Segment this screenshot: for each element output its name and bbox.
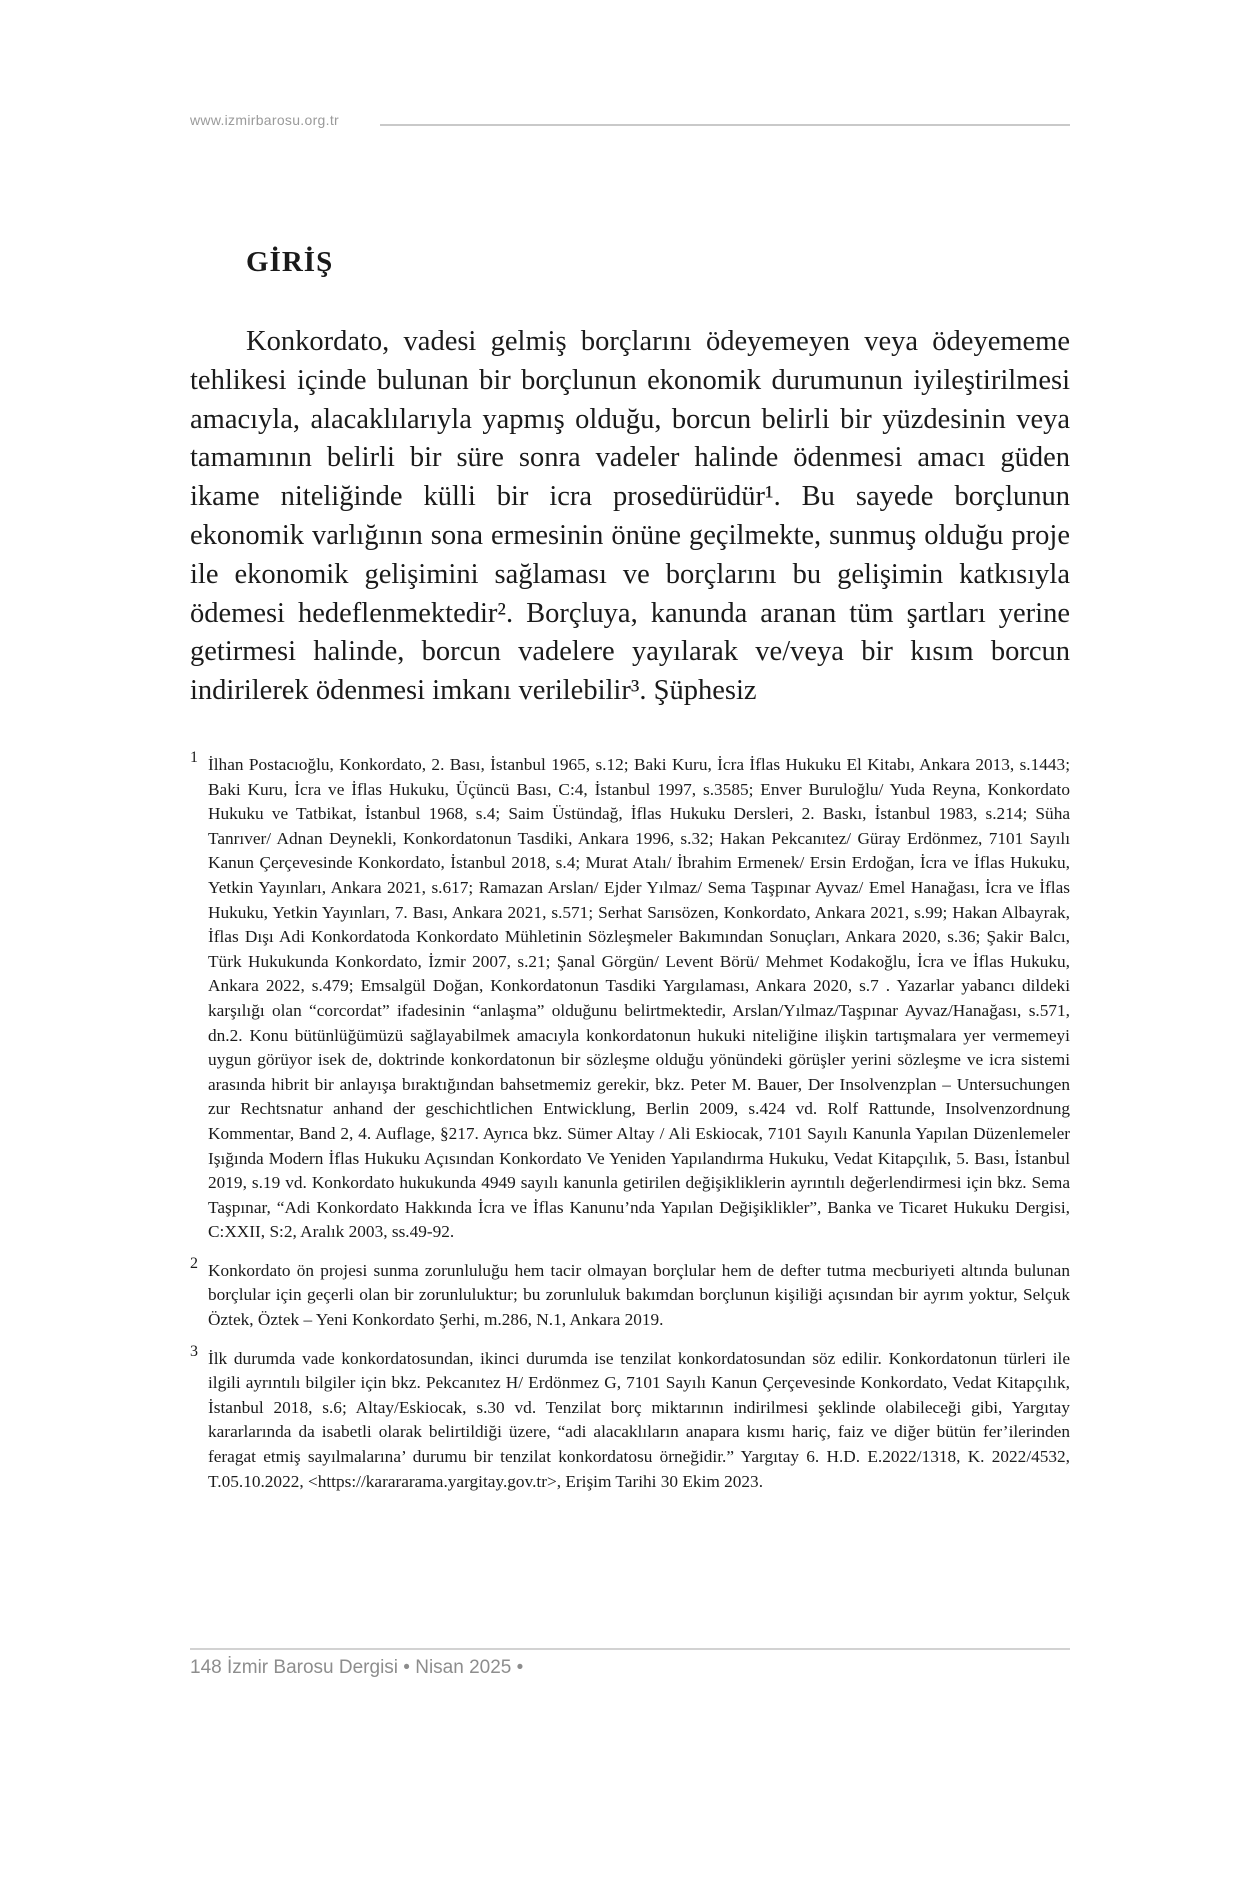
header-url: www.izmirbarosu.org.tr	[190, 112, 339, 128]
footnote-number: 3	[190, 1342, 198, 1360]
footer-rule	[190, 1648, 1070, 1650]
header-rule	[380, 124, 1070, 126]
body-paragraph: Konkordato, vadesi gelmiş borçlarını ödeyemeyen veya ödeyememe tehlikesi içinde bulunan bir borçlunun ekonomik durumunun iyileştirilmesi amacıyla, alacaklılarıyla yapmış olduğu, borcun belirli bir yüzdesinin veya tamamının belirli bir süre sonra vadeler halinde ödenmesi amacı güden ikame niteliğinde külli bir icra prosedürüdür¹. Bu sayede borçlunun ekonomik varlığının sona ermesinin önüne geçilmekte, sunmuş olduğu proje ile ekonomik gelişimini sağlaması ve borçlarını bu gelişimin katkısıyla ödemesi hedeflenmektedir². Borçluya, kanunda aranan tüm şartları yerine getirmesi halinde, borcun vadelere yayılarak ve/veya bir kısım borcun indirilerek ödenmesi imkanı verilebilir³. Şüphesiz	[190, 326, 1070, 707]
footnote	[190, 1254, 1070, 1333]
footnote	[190, 749, 1070, 1245]
footnote-number: 2	[190, 1254, 198, 1272]
footnote-text: Konkordato ön projesi sunma zorunluluğu hem tacir olmayan borçlular hem de defter tutma mecburiyeti altında bulunan borçlular için geçerli olan bir zorunluluktur; bu zorunluluk bakımdan borçlunun kişiliği açısından bir ayrım yoktur, Selçuk Öztek, Öztek – Yeni Konkordato Şerhi, m.286, N.1, Ankara 2019.	[208, 1260, 1070, 1330]
footnote-text: İlhan Postacıoğlu, Konkordato, 2. Bası, İstanbul 1965, s.12; Baki Kuru, İcra İflas Hukuku El Kitabı, Ankara 2013, s.1443; Baki Kuru, İcra ve İflas Hukuku, Üçüncü Bası, C:4, İstanbul 1997, s.3585; Enver Buruloğlu/ Yuda Reyna, Konkordato Hukuku ve Tatbikat, İstanbul 1968, s.4; Saim Üstündağ, İflas Hukuku Dersleri, 2. Baskı, İstanbul 1983, s.214; Süha Tanrıver/ Adnan Deynekli, Konkordatonun Tasdiki, Ankara 1996, s.32; Hakan Pekcanıtez/ Güray Erdönmez, 7101 Sayılı Kanun Çerçevesinde Konkordato, İstanbul 2018, s.4; Murat Atalı/ İbrahim Ermenek/ Ersin Erdoğan, İcra ve İflas Hukuku, Yetkin Yayınları, Ankara 2021, s.617; Ramazan Arslan/ Ejder Yılmaz/ Sema Taşpınar Ayvaz/ Emel Hanağası, İcra ve İflas Hukuku, Yetkin Yayınları, 7. Bası, Ankara 2021, s.571; Serhat Sarısözen, Konkordato, Ankara 2021, s.99; Hakan Albayrak, İflas Dışı Adi Konkordatoda Konkordato Mühletinin Sözleşmeler Bakımından Sonuçları, Ankara 2020, s.36; Şakir Balcı, Türk Hukukunda Konkordato, İzmir 2007, s.21; Şanal Görgün/ Levent Börü/ Mehmet Kodakoğlu, İcra ve İflas Hukuku, Ankara 2022, s.479; Emsalgül Doğan, Konkordatonun Tasdiki Yargılaması, Ankara 2020, s.7 . Yazarlar yabancı dildeki karşılığı olan “corcordat” ifadesinin “anlaşma” olduğunu belirtmektedir, Arslan/Yılmaz/Taşpınar Ayvaz/Hanağası, s.571, dn.2. Konu bütünlüğümüzü sağlayabilmek amacıyla konkordatonun hukuki niteliğine ilişkin tartışmalara yer vermemeyi uygun görüyor isek de, doktrinde konkordatonun bir sözleşme olduğu yönündeki görüşler yerini sözleşme ve icra sistemi arasında hibrit bir anlayışa bıraktığından bahsetmemiz gerekir, bkz. Peter M. Bauer, Der Insolvenzplan – Untersuchungen zur Rechtsnatur anhand der geschichtlichen Entwicklung, Berlin 2009, s.424 vd. Rolf Rattunde, Insolvenzordnung Kommentar, Band 2, 4. Auflage, §217. Ayrıca bkz. Sümer Altay / Ali Eskiocak, 7101 Sayılı Kanunla Yapılan Düzenlemeler Işığında Modern İflas Hukuku Açısından Konkordato Ve Yeniden Yapılandırma Hukuku, Vedat Kitapçılık, 5. Bası, İstanbul 2019, s.19 vd. Konkordato hukukunda 4949 sayılı kanunla getirilen değişikliklerin ayrıntılı değerlendirmesi için bkz. Sema Taşpınar, “Adi Konkordato Hakkında İcra ve İflas Kanunu’nda Yapılan Değişiklikler”, Banka ve Ticaret Hukuku Dergisi, C:XXII, S:2, Aralık 2003, ss.49-92.	[208, 755, 1070, 1242]
footnote-number: 1	[190, 749, 198, 766]
footnote	[190, 1342, 1070, 1495]
footnote-text: İlk durumda vade konkordatosundan, ikinci durumda ise tenzilat konkordatosundan söz edilir. Konkordatonun türleri ile ilgili ayrıntılı bilgiler için bkz. Pekcanıtez H/ Erdönmez G, 7101 Sayılı Kanun Çerçevesinde Konkordato, Vedat Kitapçılık, İstanbul 2018, s.6; Altay/Eskiocak, s.30 vd. Tenzilat borç miktarının indirilmesi şeklinde olabileceği gibi, Yargıtay kararlarında da isabetli olarak belirtildiği üzere, “adi alacaklıların anapara kısmı hariç, faiz ve diğer bütün fer’ilerinden feragat etmiş sayılmalarına’ durumu bir tenzilat konkordatosu örneğidir.” Yargıtay 6. H.D. E.2022/1318, K. 2022/4532, T.05.10.2022, <https://karararama.yargitay.gov.tr>, Erişim Tarihi 30 Ekim 2023.	[208, 1348, 1070, 1491]
footer-text: 148 İzmir Barosu Dergisi • Nisan 2025 •	[190, 1657, 524, 1678]
footnotes	[190, 749, 1070, 1508]
section-heading: GİRİŞ	[246, 246, 334, 278]
